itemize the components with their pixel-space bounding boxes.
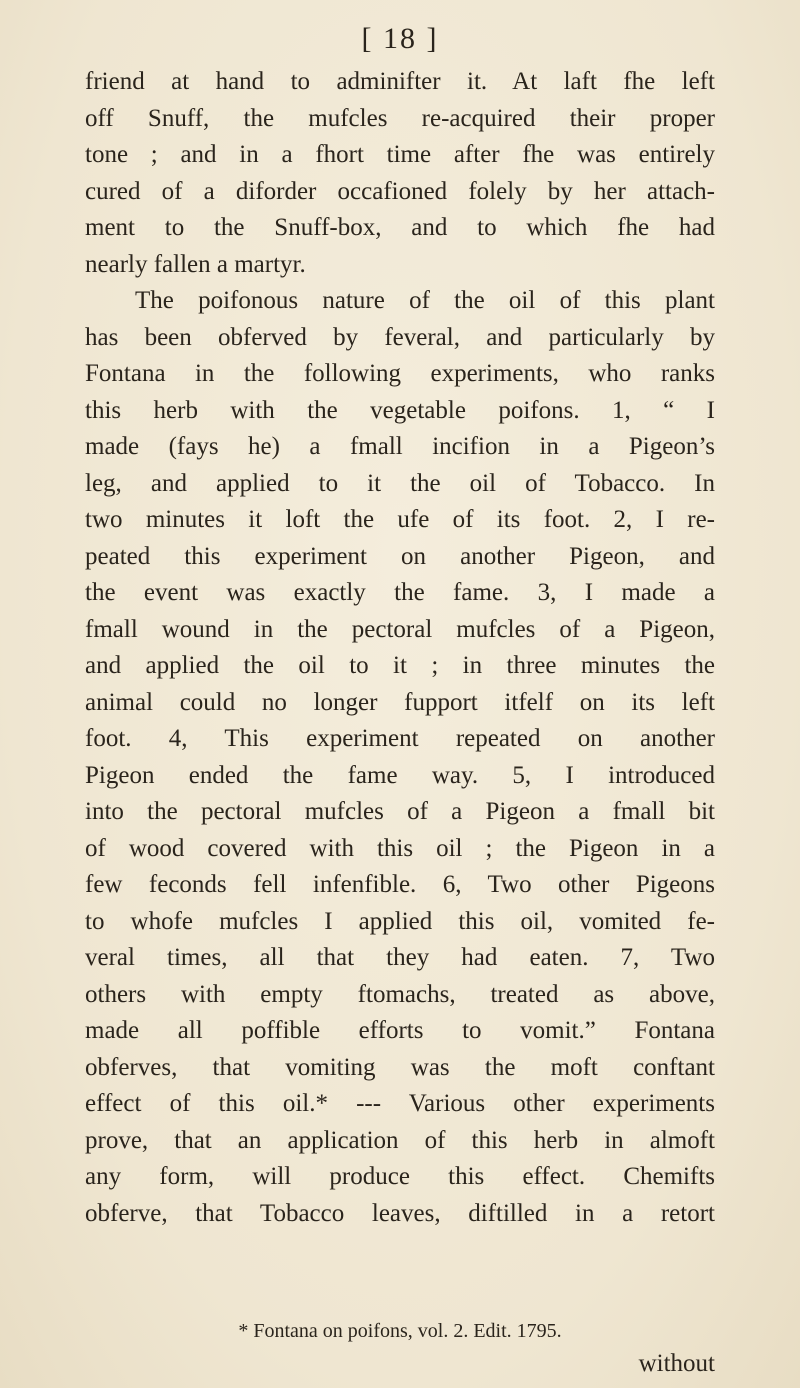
text-line: off Snuff, the mufcles re-acquired their proper [85, 104, 715, 132]
text-line: made (fays he) a fmall incifion in a Pigeon’s [85, 433, 715, 460]
text-line: few feconds fell infenfible. 6, Two other Pigeons [85, 871, 715, 898]
text-line: foot. 4, This experiment repeated on another [85, 725, 715, 752]
text-line: animal could no longer fupport itfelf on its left [85, 688, 715, 716]
text-line: leg, and applied to it the oil of Tobacco. In [85, 469, 715, 497]
text-line: and applied the oil to it ; in three minutes the [85, 652, 715, 679]
text-line: this herb with the vegetable poifons. 1, “ I [85, 396, 715, 424]
text-line: obferves, that vomiting was the moft conftant [85, 1053, 715, 1081]
text-line: friend at hand to adminifter it. At laft fhe left [85, 68, 715, 95]
text-line: Pigeon ended the fame way. 5, I introduced [85, 761, 715, 789]
text-line: made all poffible efforts to vomit.” Fontana [85, 1017, 715, 1044]
page-number-header: [ 18 ] [361, 22, 439, 55]
text-line: to whofe mufcles I applied this oil, vomited fe- [85, 907, 715, 935]
text-line: cured of a diforder occafioned folely by her attach- [85, 177, 715, 205]
footnote: * Fontana on poifons, vol. 2. Edit. 1795. [238, 1320, 562, 1342]
text-line: The poifonous nature of the oil of this plant [135, 287, 715, 314]
text-line: fmall wound in the pectoral mufcles of a Pigeon, [85, 615, 715, 643]
text-line: obferve, that Tobacco leaves, diftilled in a retort [85, 1199, 715, 1227]
text-line: ment to the Snuff-box, and to which fhe had [85, 214, 715, 241]
text-line: peated this experiment on another Pigeon, and [85, 542, 715, 570]
text-line: veral times, all that they had eaten. 7, Two [85, 944, 715, 971]
body-text [85, 64, 715, 1232]
text-line: effect of this oil.* --- Various other experiments [85, 1090, 715, 1117]
text-line: any form, will produce this effect. Chemifts [85, 1163, 715, 1190]
catchword: without [638, 1350, 715, 1377]
text-line: others with empty ftomachs, treated as above, [85, 980, 715, 1008]
text-line: the event was exactly the fame. 3, I made a [85, 579, 715, 606]
text-line: into the pectoral mufcles of a Pigeon a fmall bit [85, 798, 715, 825]
text-line: tone ; and in a fhort time after fhe was entirely [85, 141, 715, 168]
text-line: Fontana in the following experiments, who ranks [85, 360, 715, 387]
text-line: prove, that an application of this herb in almoft [85, 1126, 715, 1154]
text-line: has been obferved by feveral, and particularly by [85, 323, 715, 351]
text-line: of wood covered with this oil ; the Pigeon in a [85, 834, 715, 862]
text-line: two minutes it loft the ufe of its foot. 2, I re- [85, 506, 715, 533]
text-line: nearly fallen a martyr. [85, 250, 306, 278]
